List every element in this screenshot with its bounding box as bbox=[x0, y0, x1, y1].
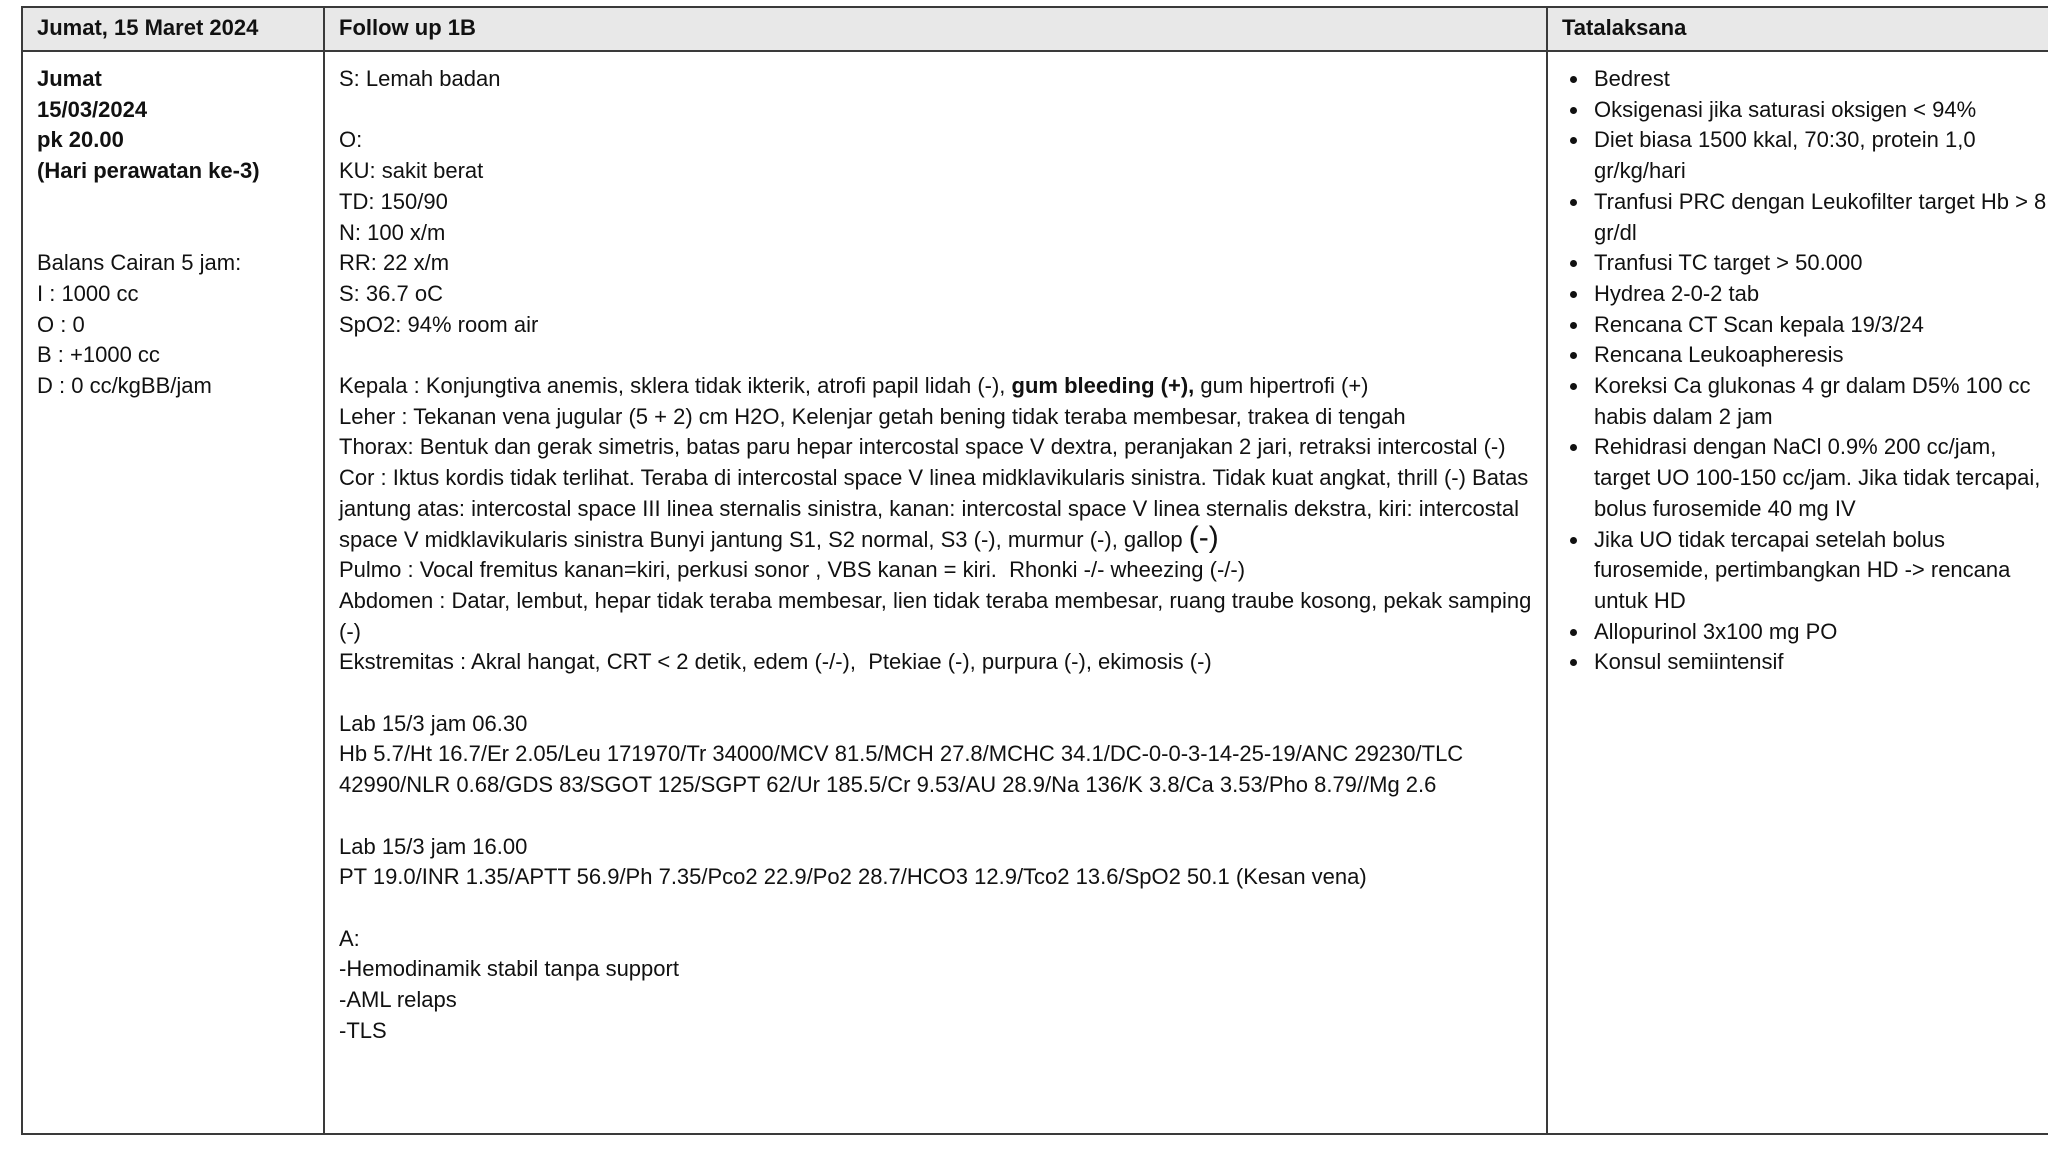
plan-item: • Konsul semiintensif bbox=[1590, 647, 2047, 678]
plan-item: • Koreksi Ca glukonas 4 gr dalam D5% 100 cc habis dalam 2 jam bbox=[1590, 371, 2047, 432]
spacer bbox=[339, 893, 1532, 924]
n-line: N: 100 x/m bbox=[339, 219, 446, 245]
spacer bbox=[339, 95, 1532, 126]
assessment-item: -AML relaps bbox=[339, 987, 457, 1013]
lab2-title: Lab 15/3 jam 16.00 bbox=[339, 833, 528, 859]
kepala-text-end: gum hipertrofi (+) bbox=[1194, 373, 1369, 398]
balance-title: Balans Cairan 5 jam: bbox=[37, 250, 242, 276]
objective-label: O: bbox=[339, 127, 363, 153]
plan-item: • Oksigenasi jika saturasi oksigen < 94% bbox=[1590, 95, 2047, 126]
plan-item: • Rencana CT Scan kepala 19/3/24 bbox=[1590, 310, 2047, 341]
temp-line: S: 36.7 oC bbox=[339, 280, 443, 306]
abdomen-line: Abdomen : Datar, lembut, hepar tidak teraba membesar, lien tidak teraba membesar, ruang traube kosong, pekak samping (-) bbox=[339, 587, 1538, 644]
care-day-label: (Hari perawatan ke-3) bbox=[37, 158, 260, 184]
plan-item: • Jika UO tidak tercapai setelah bolus furosemide, pertimbangkan HD -> rencana untuk HD bbox=[1590, 525, 2047, 617]
header-row bbox=[22, 7, 2048, 51]
header-plan: Tatalaksana bbox=[1547, 7, 2048, 51]
header-followup: Follow up 1B bbox=[324, 7, 1547, 51]
spacer bbox=[37, 218, 309, 249]
balance-d: D : 0 cc/kgBB/jam bbox=[37, 373, 212, 398]
gum-bleeding-text: gum bleeding (+), bbox=[1011, 373, 1195, 398]
date-label: 15/03/2024 bbox=[37, 96, 148, 122]
lab1-title: Lab 15/3 jam 06.30 bbox=[339, 710, 528, 736]
plan-list bbox=[1562, 64, 2047, 678]
spacer bbox=[339, 340, 1532, 371]
cor-line bbox=[339, 463, 1535, 555]
thorax-line: Thorax: Bentuk dan gerak simetris, batas paru hepar intercostal space V dextra, peranjakan 2 jari, retraksi intercostal (-) bbox=[339, 434, 1506, 460]
time-label: pk 20.00 bbox=[37, 127, 124, 153]
plan-item: • Rencana Leukoapheresis bbox=[1590, 340, 2047, 371]
balance-b: B : +1000 cc bbox=[37, 342, 160, 368]
header-date: Jumat, 15 Maret 2024 bbox=[22, 7, 324, 51]
follow-up-table bbox=[21, 6, 2048, 1135]
leher-line: Leher : Tekanan vena jugular (5 + 2) cm H2O, Kelenjar getah bening tidak teraba membesar, trakea di tengah bbox=[339, 403, 1406, 429]
subjective: S: Lemah badan bbox=[339, 66, 501, 91]
soap-cell bbox=[324, 51, 1547, 1134]
cor-text: Cor : Iktus kordis tidak terlihat. Teraba di intercostal space V linea midklavikularis sinistra. Tidak kuat angkat, thrill (-) Batas jantung atas: intercostal space III linea sternalis sinistra, kanan: intercostal space V linea sternalis dekstra, kiri: intercostal space V midklavikularis sinistra Bunyi jantung S1, S2 normal, S3 (-), murmur (-), gallop bbox=[339, 465, 1535, 552]
kepala-line bbox=[339, 371, 1532, 402]
rr-line: RR: 22 x/m bbox=[339, 250, 450, 276]
assessment-item: -Hemodinamik stabil tanpa support bbox=[339, 956, 679, 982]
td-line: TD: 150/90 bbox=[339, 188, 448, 214]
balance-in: I : 1000 cc bbox=[37, 280, 139, 306]
ekstremitas-line: Ekstremitas : Akral hangat, CRT < 2 detik, edem (-/-), Ptekiae (-), purpura (-), ekimosis (-) bbox=[339, 649, 1212, 675]
balance-out: O : 0 bbox=[37, 311, 85, 337]
kepala-text: Kepala : Konjungtiva anemis, sklera tidak ikterik, atrofi papil lidah (-), bbox=[339, 373, 1012, 398]
plan-item: • Bedrest bbox=[1590, 64, 2047, 95]
plan-cell bbox=[1547, 51, 2048, 1134]
day-label: Jumat bbox=[37, 66, 102, 91]
date-cell bbox=[22, 51, 324, 1134]
plan-item: • Tranfusi PRC dengan Leukofilter target Hb > 8 gr/dl bbox=[1590, 187, 2047, 248]
plan-item: • Tranfusi TC target > 50.000 bbox=[1590, 248, 2047, 279]
assessment-item: -TLS bbox=[339, 1017, 387, 1043]
ku-line: KU: sakit berat bbox=[339, 158, 484, 184]
lab1-values: Hb 5.7/Ht 16.7/Er 2.05/Leu 171970/Tr 34000/MCV 81.5/MCH 27.8/MCHC 34.1/DC-0-0-3-14-25-19/ANC 29230/TLC 42990/NLR 0.68/GDS 83/SGOT 125/SGPT 62/Ur 185.5/Cr 9.53/AU 28.9/Na 136/K 3.8/Ca 3.53/Pho 8.79//Mg 2.6 bbox=[339, 741, 1470, 798]
lab2-values: PT 19.0/INR 1.35/APTT 56.9/Ph 7.35/Pco2 22.9/Po2 28.7/HCO3 12.9/Tco2 13.6/SpO2 50.1 (Kesan vena) bbox=[339, 864, 1367, 890]
spacer bbox=[339, 678, 1532, 709]
plan-item: • Hydrea 2-0-2 tab bbox=[1590, 279, 2047, 310]
spacer bbox=[37, 187, 309, 218]
plan-item: • Allopurinol 3x100 mg PO bbox=[1590, 617, 2047, 648]
plan-item: • Rehidrasi dengan NaCl 0.9% 200 cc/jam, target UO 100-150 cc/jam. Jika tidak tercapai, bolus furosemide 40 mg IV bbox=[1590, 432, 2047, 524]
spacer bbox=[339, 801, 1532, 832]
plan-item: • Diet biasa 1500 kkal, 70:30, protein 1,0 gr/kg/hari bbox=[1590, 125, 2047, 186]
spo2-line: SpO2: 94% room air bbox=[339, 311, 539, 337]
pulmo-line: Pulmo : Vocal fremitus kanan=kiri, perkusi sonor , VBS kanan = kiri. Rhonki -/- wheezing (-/-) bbox=[339, 557, 1246, 583]
content-row bbox=[22, 51, 2048, 1134]
assessment-label: A: bbox=[339, 925, 360, 951]
gallop-value: (-) bbox=[1188, 520, 1219, 554]
